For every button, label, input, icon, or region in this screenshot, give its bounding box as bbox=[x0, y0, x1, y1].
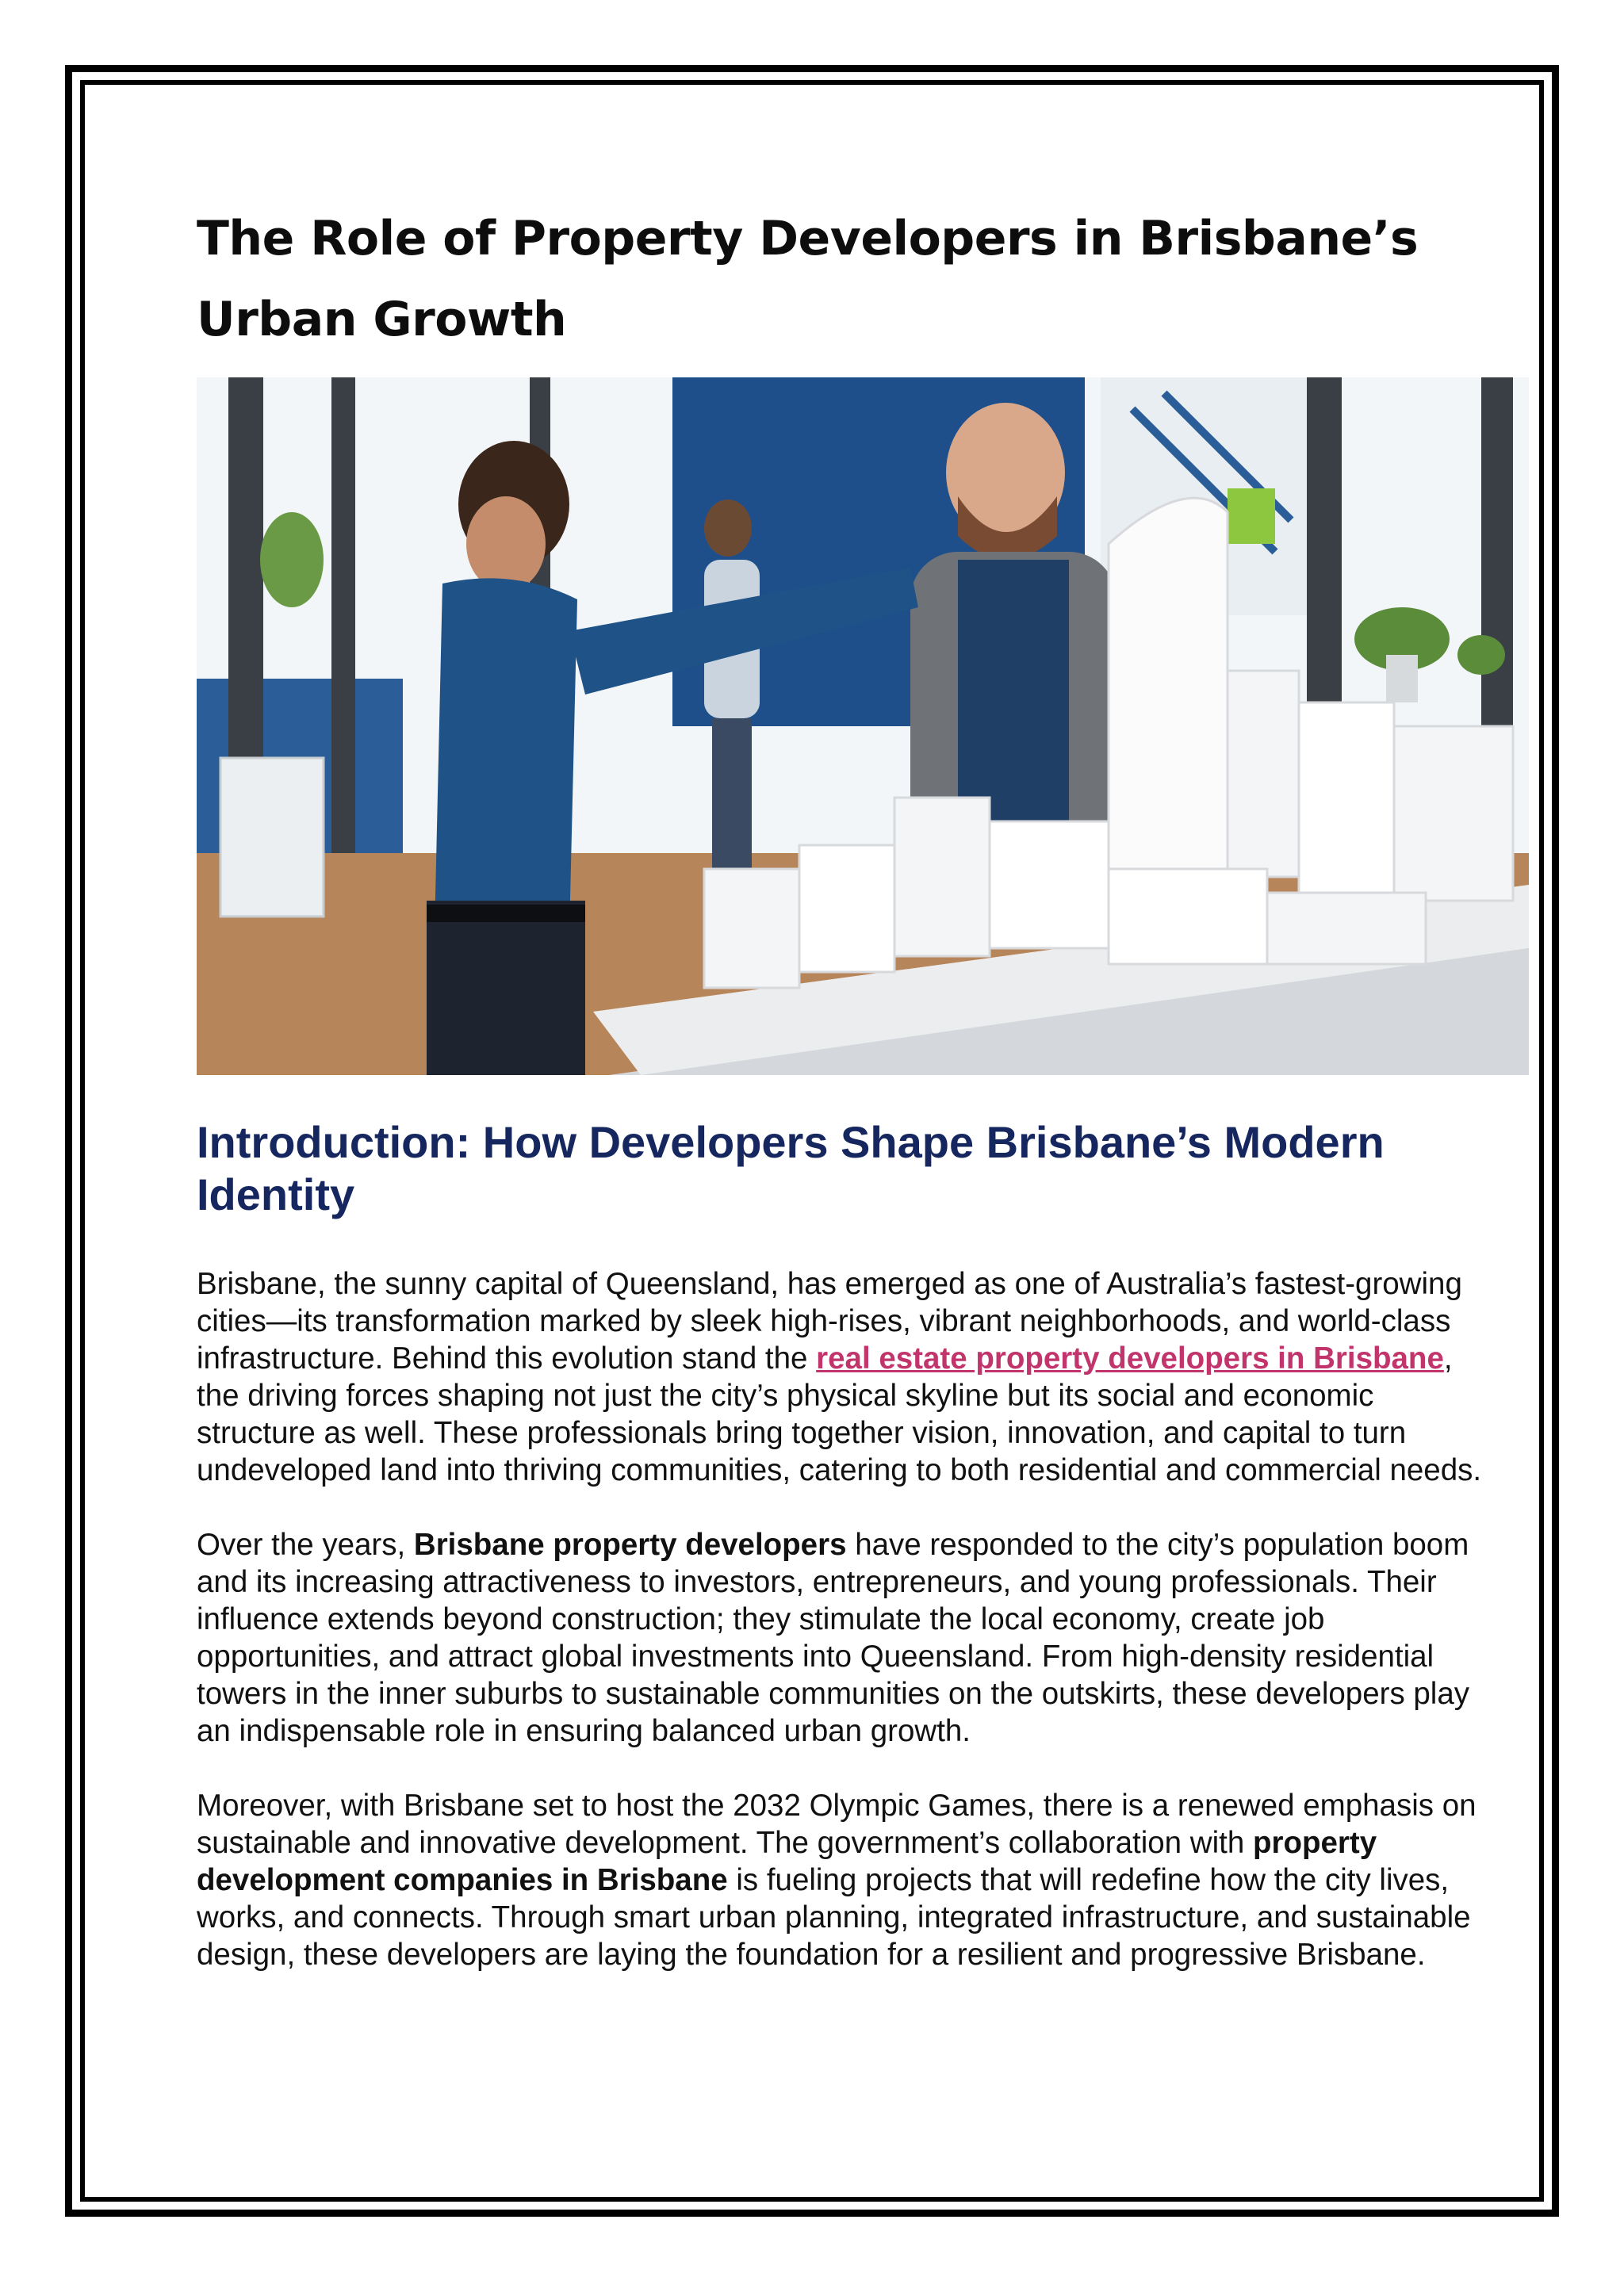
real-estate-developers-link[interactable]: real estate property developers in Brisbane bbox=[816, 1341, 1444, 1376]
paragraph-3-text-start: Moreover, with Brisbane set to host the 2032 Olympic Games, there is a renewed emphasis on sustainable and innovative development. The government’s collaboration with bbox=[197, 1789, 1477, 1860]
paragraph-2-text-start: Over the years, bbox=[197, 1528, 414, 1562]
title-block bbox=[197, 198, 1529, 360]
paragraph-3-text-end: is fueling projects that will redefine how the city lives, works, and connects. Through smart urban planning, integrated infrastructure, and sustainable design, these developers are laying the foundation for a resilient and progressive Brisbane. bbox=[197, 1863, 1471, 1972]
paragraph-3-bold-phrase: property development companies in Brisbane bbox=[197, 1826, 1377, 1897]
paragraph-2-bold-phrase: Brisbane property developers bbox=[413, 1528, 847, 1562]
section-heading: Introduction: How Developers Shape Brisbane’s Modern Identity bbox=[197, 1117, 1385, 1219]
paragraph-3 bbox=[197, 1787, 1497, 1973]
paragraph-1-text-start: Brisbane, the sunny capital of Queensland, has emerged as one of Australia’s fastest-growing cities—its transformation marked by sleek high-rises, vibrant neighborhoods, and world-class infrastructure. Behind this evolution stand the bbox=[197, 1267, 1462, 1376]
hero-photo bbox=[197, 377, 1529, 1075]
article-body bbox=[197, 1265, 1497, 2011]
paragraph-2 bbox=[197, 1526, 1497, 1750]
paragraph-1-text-end: , the driving forces shaping not just the city’s physical skyline but its social and economic structure as well. These professionals bring together vision, innovation, and capital to turn undeveloped land into thriving communities, catering to both residential and commercial needs. bbox=[197, 1341, 1482, 1487]
paragraph-1 bbox=[197, 1265, 1497, 1489]
document-title: The Role of Property Developers in Brisbane’s Urban Growth bbox=[197, 211, 1419, 347]
paragraph-2-text-end: have responded to the city’s population boom and its increasing attractiveness to investors, entrepreneurs, and young professionals. Their influence extends beyond construction; they stimulate the local economy, create job opportunities, and attract global investments into Queensland. From high-density residential towers in the inner suburbs to sustainable communities on the outskirts, these developers play an indispensable role in ensuring balanced urban growth. bbox=[197, 1528, 1470, 1748]
